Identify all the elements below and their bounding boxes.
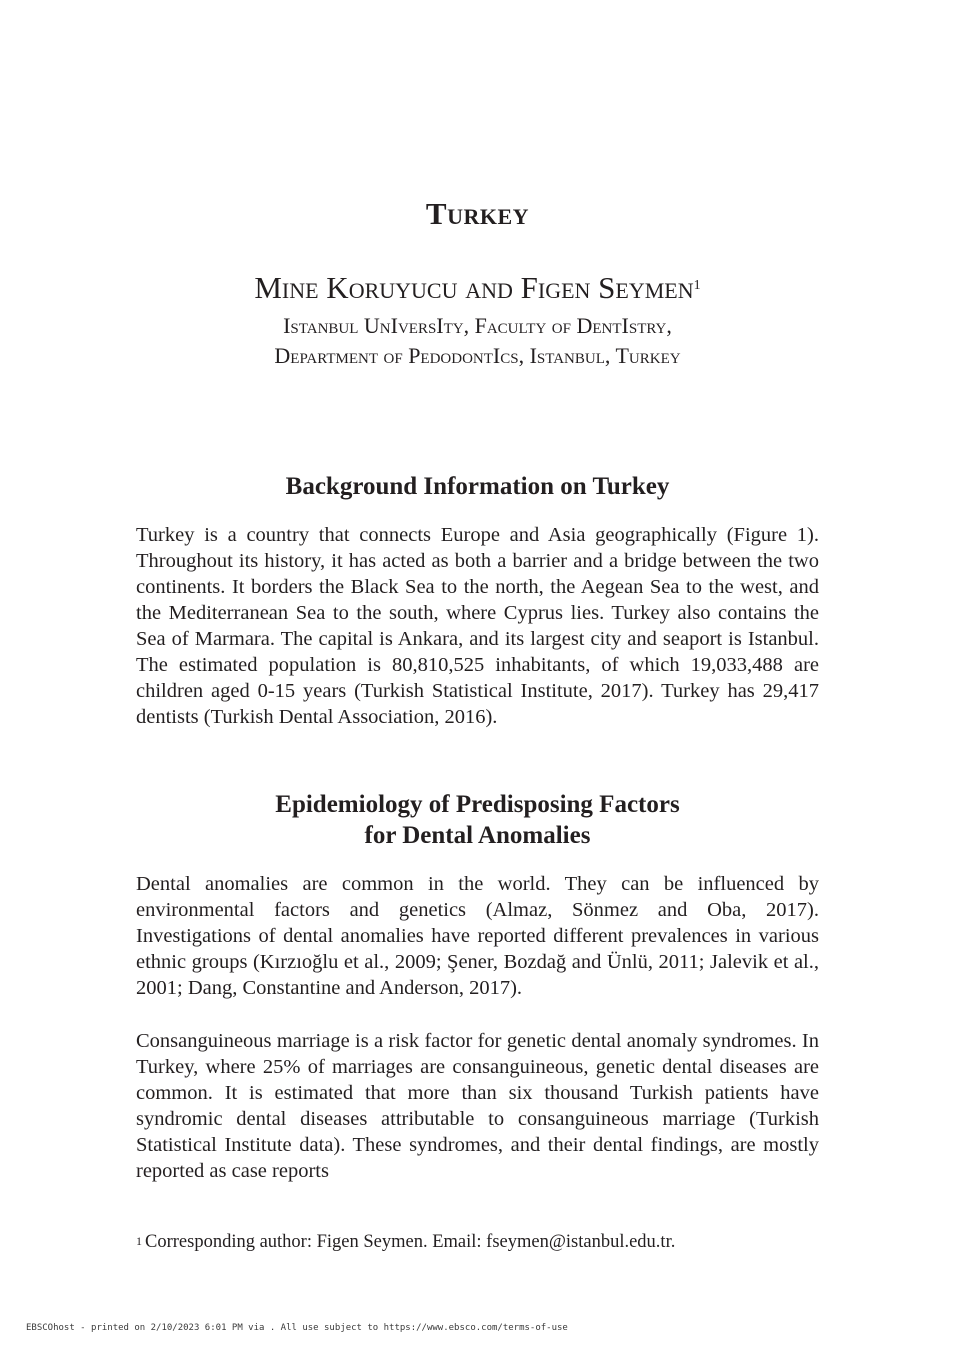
section-heading-epidemiology xyxy=(136,789,819,851)
footnote-marker: 1 xyxy=(136,1234,142,1248)
author-names xyxy=(0,270,955,306)
affiliation-line-1: Istanbul UnIversIty, Faculty of DentIstry, xyxy=(283,313,672,338)
print-footer: EBSCOhost - printed on 2/10/2023 6:01 PM via . All use subject to https://www.ebsco.com/terms-of-use xyxy=(26,1323,568,1333)
author-names-text: Mine Koruyucu and Figen Seymen xyxy=(254,270,694,305)
chapter-title: Turkey xyxy=(425,196,530,231)
footnote-text: Corresponding author: Figen Seymen. Email: fseymen@istanbul.edu.tr. xyxy=(145,1232,676,1252)
author-footnote-marker: 1 xyxy=(693,278,701,293)
paragraph-dental-anomalies: Dental anomalies are common in the world. They can be influenced by environmental factors and genetics (Almaz, Sönmez and Oba, 2017). Investigations of dental anomalies have reported different prevalences in various ethnic groups (Kırzıoğlu et al., 2009; Şener, Bozdağ and Ünlü, 2011; Jalevik et al., 2001; Dang, Constantine and Anderson, 2017). xyxy=(136,873,819,999)
affiliation-line-2: Department of PedodontIcs, Istanbul, Turkey xyxy=(274,343,681,368)
section-heading-epidemiology-line-1: Epidemiology of Predisposing Factors xyxy=(275,791,680,818)
section-heading-background: Background Information on Turkey xyxy=(285,473,670,500)
footnote xyxy=(136,1230,819,1254)
section-heading-epidemiology-line-2: for Dental Anomalies xyxy=(364,822,591,849)
paragraph-background: Turkey is a country that connects Europe and Asia geographically (Figure 1). Throughout its history, it has acted as both a barrier and a bridge between the two continents. It borders the Black Sea to the north, the Aegean Sea to the west, and the Mediterranean Sea to the south, where Cyprus lies. Turkey also contains the Sea of Marmara. The capital is Ankara, and its largest city and seaport is Istanbul. The estimated population is 80,810,525 inhabitants, of which 19,033,488 are children aged 0-15 years (Turkish Statistical Institute, 2017). Turkey has 29,417 dentists (Turkish Dental Association, 2016). xyxy=(136,524,819,728)
paragraph-consanguineous-marriage: Consanguineous marriage is a risk factor for genetic dental anomaly syndromes. In Turkey, where 25% of marriages are consanguineous, genetic dental diseases are common. It is estimated that more than six thousand Turkish patients have syndromic dental diseases attributable to consanguineous marriage (Turkish Statistical Institute data). These syndromes, and their dental findings, are mostly reported as case reports xyxy=(136,1030,819,1182)
